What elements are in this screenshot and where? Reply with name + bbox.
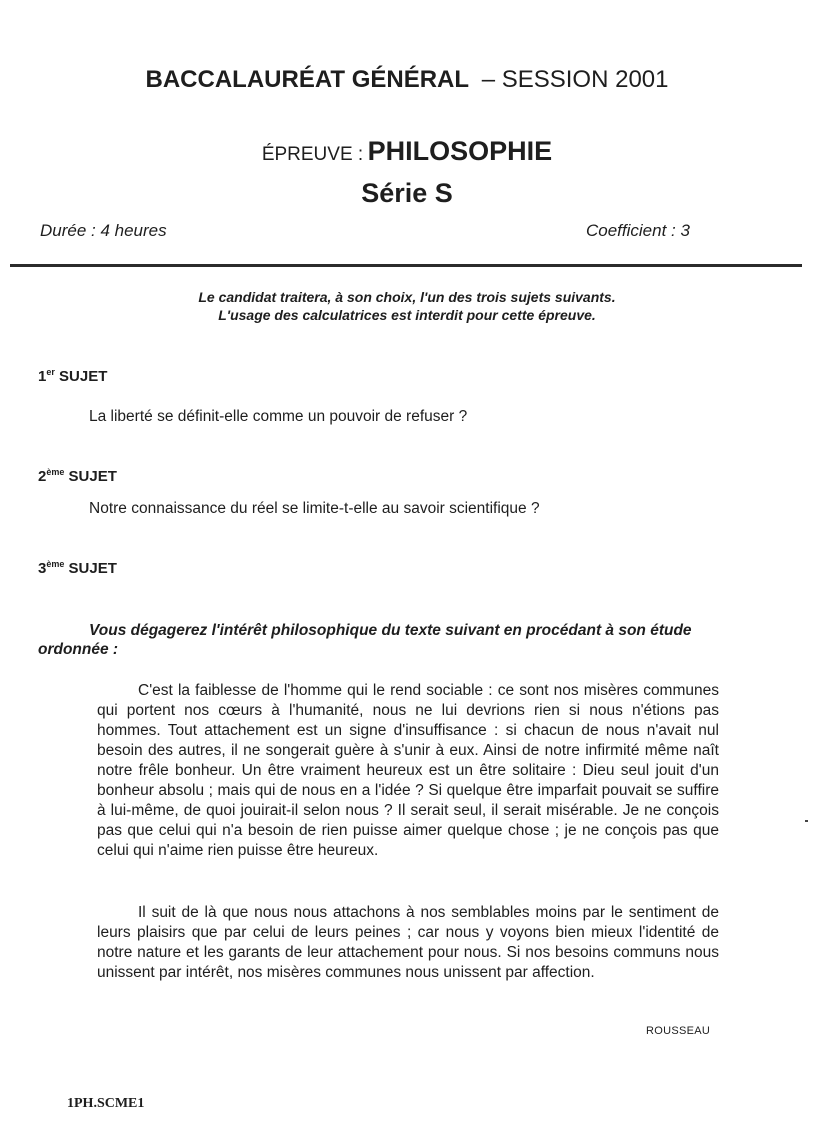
sujet-3-consigne: Vous dégagerez l'intérêt philosophique du texte suivant en procédant à son étude ordonnée : (38, 622, 692, 658)
exam-title: BACCALAURÉAT GÉNÉRAL (145, 66, 470, 93)
sujet-1-label: SUJET (59, 368, 108, 385)
sujet-2-ordinal: ème (46, 467, 65, 477)
exam-session: – SESSION 2001 (481, 66, 669, 93)
sujet-1-number: 1 (38, 368, 47, 385)
sujet-3-heading (38, 559, 117, 577)
epreuve-label: ÉPREUVE : (261, 144, 364, 165)
epreuve-line (0, 136, 814, 167)
sujet-2-heading (38, 467, 117, 485)
serie: Série S (361, 178, 453, 208)
instructions-line-2: L'usage des calculatrices est interdit pour cette épreuve. (218, 307, 596, 323)
scan-speck (805, 820, 808, 822)
sujet-2-label: SUJET (68, 468, 117, 485)
text-author: ROUSSEAU (646, 1025, 711, 1037)
epreuve-subject: PHILOSOPHIE (367, 136, 553, 166)
sujet-1-heading (38, 367, 107, 385)
subject-code: 1PH.SCME1 (67, 1096, 145, 1111)
instructions (0, 288, 814, 324)
sujet-2-question: Notre connaissance du réel se limite-t-elle au savoir scientifique ? (89, 500, 540, 517)
exam-title-line (0, 66, 814, 94)
text-paragraph-2: Il suit de là que nous nous attachons à nos semblables moins par le sentiment de leurs plaisirs que par celui de leurs peines ; car nous y voyons bien mieux l'identité de notre nature et les garants de leur attachement pour nous. Si nos besoins communs nous unissent par intérêt, nos misères communes nous unissent par affection. (97, 904, 719, 981)
instructions-line-1: Le candidat traitera, à son choix, l'un des trois sujets suivants. (198, 289, 616, 305)
sujet-3-ordinal: ème (46, 559, 65, 569)
header-divider (10, 264, 802, 267)
coefficient: Coefficient : 3 (586, 221, 690, 240)
sujet-1-question: La liberté se définit-elle comme un pouvoir de refuser ? (89, 408, 468, 425)
duree: Durée : 4 heures (40, 221, 167, 240)
sujet-1-ordinal: er (46, 367, 55, 377)
sujet-2-number: 2 (38, 468, 47, 485)
sujet-3-number: 3 (38, 560, 47, 577)
sujet-3-label: SUJET (68, 560, 117, 577)
text-paragraph-1: C'est la faiblesse de l'homme qui le rend sociable : ce sont nos misères communes qui portent nos cœurs à l'humanité, nous ne lui devrions rien si nous n'étions pas hommes. Tout attachement est un signe d'insuffisance : si chacun de nous n'avait nul besoin des autres, il ne songerait guère à s'unir à eux. Ainsi de notre infirmité même naît notre frêle bonheur. Un être vraiment heureux est un être solitaire : Dieu seul jouit d'un bonheur absolu ; mais qui de nous en a l'idée ? Si quelque être imparfait pouvait se suffire à lui-même, de quoi jouirait-il selon nous ? Il serait seul, il serait misérable. Je ne conçois pas que celui qui n'a besoin de rien puisse aimer quelque chose ; je ne conçois pas que celui qui n'aime rien puisse être heureux. (97, 682, 719, 859)
